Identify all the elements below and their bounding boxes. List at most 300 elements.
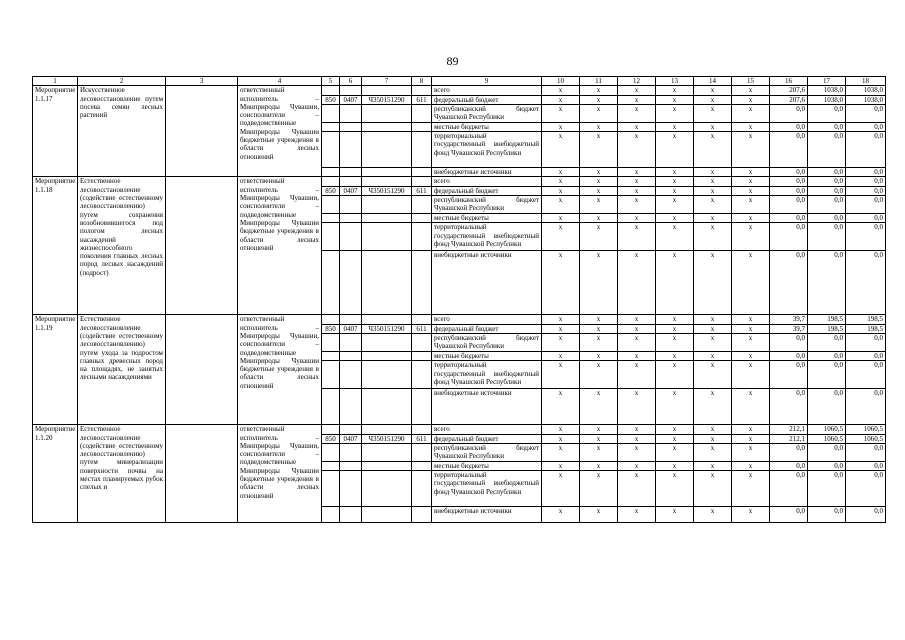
code-vr: 611 — [412, 324, 432, 333]
x-mark: x — [542, 95, 580, 104]
activity-name: Естественное лесовосстановление (содействие естественному лесовосстановлению) путем ухода за подростом главных древесных пород на площадях, не занятых лесными насаждениями — [78, 315, 166, 425]
code-vr — [412, 425, 432, 434]
table-row — [33, 315, 886, 324]
code-vr — [412, 196, 432, 214]
amount-cell: 0,0 — [770, 223, 808, 251]
code-csr: Ч350151290 — [362, 186, 412, 195]
amount-cell: 0,0 — [808, 361, 846, 389]
x-mark: x — [542, 507, 580, 523]
column-number: 17 — [808, 77, 846, 86]
code-grbs: 850 — [322, 434, 340, 443]
x-mark: x — [694, 361, 732, 389]
x-mark: x — [656, 471, 694, 507]
code-csr — [362, 351, 412, 360]
code-vr — [412, 333, 432, 351]
x-mark: x — [542, 177, 580, 186]
amount-cell: 0,0 — [770, 168, 808, 177]
column-number: 14 — [694, 77, 732, 86]
x-mark: x — [618, 86, 656, 95]
code-grbs — [322, 333, 340, 351]
code-csr — [362, 425, 412, 434]
code-vr: 611 — [412, 434, 432, 443]
funding-source: республиканский бюджет Чувашской Республики — [432, 333, 542, 351]
executor-cell: ответственный исполнитель – Минприроды Чувашии, соисполнители – подведомственные Минприроды Чувашии бюджетные учреждения в области лесных отношений — [238, 425, 322, 523]
code-grbs — [322, 361, 340, 389]
x-mark: x — [694, 315, 732, 324]
x-mark: x — [618, 351, 656, 360]
amount-cell: 0,0 — [808, 223, 846, 251]
code-grbs — [322, 122, 340, 131]
amount-cell: 0,0 — [846, 361, 886, 389]
budget-table — [32, 76, 886, 523]
amount-cell: 198,5 — [846, 324, 886, 333]
code-rz — [340, 507, 362, 523]
x-mark: x — [732, 434, 770, 443]
code-csr — [362, 315, 412, 324]
code-grbs — [322, 425, 340, 434]
x-mark: x — [732, 196, 770, 214]
x-mark: x — [732, 86, 770, 95]
x-mark: x — [580, 324, 618, 333]
x-mark: x — [694, 389, 732, 425]
x-mark: x — [618, 434, 656, 443]
code-vr — [412, 461, 432, 470]
code-vr — [412, 389, 432, 425]
code-rz: 0407 — [340, 186, 362, 195]
amount-cell: 0,0 — [808, 177, 846, 186]
x-mark: x — [580, 434, 618, 443]
code-grbs — [322, 196, 340, 214]
code-vr — [412, 351, 432, 360]
x-mark: x — [656, 361, 694, 389]
amount-cell: 1060,5 — [808, 434, 846, 443]
code-grbs — [322, 389, 340, 425]
x-mark: x — [656, 214, 694, 223]
code-vr — [412, 86, 432, 95]
x-mark: x — [656, 324, 694, 333]
empty-cell — [166, 177, 238, 315]
amount-cell: 212,1 — [770, 425, 808, 434]
x-mark: x — [580, 461, 618, 470]
x-mark: x — [542, 104, 580, 122]
funding-source: территориальный государственный внебюджетный фонд Чувашской Республики — [432, 223, 542, 251]
x-mark: x — [580, 425, 618, 434]
amount-cell: 0,0 — [808, 389, 846, 425]
empty-cell — [166, 86, 238, 177]
amount-cell: 0,0 — [808, 196, 846, 214]
amount-cell: 0,0 — [770, 333, 808, 351]
amount-cell: 0,0 — [808, 122, 846, 131]
funding-source: республиканский бюджет Чувашской Республики — [432, 104, 542, 122]
code-csr — [362, 223, 412, 251]
x-mark: x — [732, 361, 770, 389]
code-csr: Ч350151290 — [362, 434, 412, 443]
code-csr — [362, 389, 412, 425]
amount-cell: 0,0 — [770, 177, 808, 186]
x-mark: x — [732, 333, 770, 351]
x-mark: x — [542, 351, 580, 360]
x-mark: x — [580, 104, 618, 122]
amount-cell: 0,0 — [846, 177, 886, 186]
code-vr — [412, 168, 432, 177]
amount-cell: 1038,0 — [846, 86, 886, 95]
x-mark: x — [580, 389, 618, 425]
x-mark: x — [656, 177, 694, 186]
amount-cell: 212,1 — [770, 434, 808, 443]
x-mark: x — [694, 122, 732, 131]
x-mark: x — [656, 104, 694, 122]
code-csr — [362, 251, 412, 315]
activity-name: Естественное лесовосстановление (содействие естественному лесовосстановлению) путем сохранения возобновившегося под пологом лесных насаждений жизнеспособного поколения главных лесных пород лесных насаждений (подрост) — [78, 177, 166, 315]
code-csr — [362, 461, 412, 470]
x-mark: x — [580, 186, 618, 195]
x-mark: x — [694, 177, 732, 186]
code-grbs — [322, 214, 340, 223]
x-mark: x — [732, 104, 770, 122]
x-mark: x — [580, 333, 618, 351]
amount-cell: 0,0 — [846, 333, 886, 351]
x-mark: x — [580, 214, 618, 223]
table-row — [33, 177, 886, 186]
amount-cell: 1060,5 — [846, 425, 886, 434]
code-csr — [362, 333, 412, 351]
x-mark: x — [656, 443, 694, 461]
x-mark: x — [618, 186, 656, 195]
funding-source: территориальный государственный внебюджетный фонд Чувашской Республики — [432, 361, 542, 389]
code-vr — [412, 132, 432, 168]
amount-cell: 0,0 — [770, 214, 808, 223]
x-mark: x — [580, 471, 618, 507]
amount-cell: 0,0 — [808, 251, 846, 315]
amount-cell: 1038,0 — [808, 86, 846, 95]
x-mark: x — [580, 95, 618, 104]
amount-cell: 0,0 — [808, 351, 846, 360]
x-mark: x — [618, 361, 656, 389]
x-mark: x — [694, 471, 732, 507]
code-grbs — [322, 351, 340, 360]
x-mark: x — [694, 196, 732, 214]
x-mark: x — [732, 443, 770, 461]
amount-cell: 198,5 — [846, 315, 886, 324]
x-mark: x — [732, 461, 770, 470]
code-csr — [362, 361, 412, 389]
code-vr — [412, 507, 432, 523]
funding-source: федеральный бюджет — [432, 324, 542, 333]
x-mark: x — [694, 132, 732, 168]
amount-cell: 0,0 — [808, 214, 846, 223]
x-mark: x — [580, 168, 618, 177]
amount-cell: 0,0 — [808, 132, 846, 168]
column-number: 15 — [732, 77, 770, 86]
x-mark: x — [618, 95, 656, 104]
amount-cell: 0,0 — [846, 168, 886, 177]
amount-cell: 0,0 — [846, 389, 886, 425]
x-mark: x — [618, 168, 656, 177]
x-mark: x — [694, 251, 732, 315]
x-mark: x — [542, 186, 580, 195]
code-csr — [362, 104, 412, 122]
code-vr — [412, 122, 432, 131]
activity-code: Мероприятие 1.1.20 — [33, 425, 78, 523]
code-grbs — [322, 251, 340, 315]
code-csr — [362, 507, 412, 523]
code-rz — [340, 122, 362, 131]
x-mark: x — [732, 168, 770, 177]
x-mark: x — [580, 196, 618, 214]
x-mark: x — [618, 132, 656, 168]
x-mark: x — [580, 443, 618, 461]
x-mark: x — [542, 132, 580, 168]
funding-source: местные бюджеты — [432, 461, 542, 470]
x-mark: x — [656, 186, 694, 195]
x-mark: x — [694, 333, 732, 351]
activity-code: Мероприятие 1.1.18 — [33, 177, 78, 315]
page-number: 89 — [446, 54, 459, 68]
code-csr — [362, 122, 412, 131]
x-mark: x — [618, 425, 656, 434]
x-mark: x — [580, 132, 618, 168]
funding-source: федеральный бюджет — [432, 186, 542, 195]
x-mark: x — [656, 351, 694, 360]
funding-source: республиканский бюджет Чувашской Республики — [432, 196, 542, 214]
x-mark: x — [656, 425, 694, 434]
column-number: 10 — [542, 77, 580, 86]
amount-cell: 198,5 — [808, 315, 846, 324]
x-mark: x — [694, 461, 732, 470]
code-rz — [340, 351, 362, 360]
x-mark: x — [618, 324, 656, 333]
x-mark: x — [618, 315, 656, 324]
amount-cell: 0,0 — [846, 132, 886, 168]
code-vr: 611 — [412, 95, 432, 104]
amount-cell: 0,0 — [808, 186, 846, 195]
funding-source: федеральный бюджет — [432, 95, 542, 104]
activity-name: Искусственное лесовосстановление путем посева семян лесных растений — [78, 86, 166, 177]
code-grbs — [322, 461, 340, 470]
amount-cell: 0,0 — [770, 251, 808, 315]
x-mark: x — [732, 425, 770, 434]
x-mark: x — [694, 95, 732, 104]
code-grbs — [322, 104, 340, 122]
amount-cell: 0,0 — [770, 196, 808, 214]
code-grbs: 850 — [322, 324, 340, 333]
x-mark: x — [732, 177, 770, 186]
x-mark: x — [542, 168, 580, 177]
x-mark: x — [694, 425, 732, 434]
x-mark: x — [694, 324, 732, 333]
activity-name: Естественное лесовосстановление (содействие естественному лесовосстановлению) путем минерализации поверхности почвы на местах планируемых рубок спелых и — [78, 425, 166, 523]
x-mark: x — [694, 351, 732, 360]
amount-cell: 0,0 — [770, 122, 808, 131]
funding-source: всего — [432, 86, 542, 95]
x-mark: x — [732, 223, 770, 251]
x-mark: x — [542, 196, 580, 214]
code-vr — [412, 104, 432, 122]
amount-cell: 0,0 — [846, 196, 886, 214]
x-mark: x — [542, 122, 580, 131]
x-mark: x — [694, 168, 732, 177]
amount-cell: 0,0 — [846, 186, 886, 195]
empty-cell — [166, 425, 238, 523]
x-mark: x — [542, 333, 580, 351]
amount-cell: 0,0 — [846, 351, 886, 360]
code-grbs: 850 — [322, 95, 340, 104]
amount-cell: 0,0 — [808, 507, 846, 523]
code-csr: Ч350151290 — [362, 95, 412, 104]
x-mark: x — [732, 186, 770, 195]
x-mark: x — [694, 104, 732, 122]
amount-cell: 1060,5 — [808, 425, 846, 434]
x-mark: x — [694, 214, 732, 223]
empty-cell — [166, 315, 238, 425]
funding-source: всего — [432, 315, 542, 324]
code-vr — [412, 251, 432, 315]
x-mark: x — [542, 425, 580, 434]
x-mark: x — [694, 434, 732, 443]
x-mark: x — [542, 461, 580, 470]
amount-cell: 0,0 — [770, 389, 808, 425]
x-mark: x — [542, 214, 580, 223]
column-number: 1 — [33, 77, 78, 86]
x-mark: x — [542, 315, 580, 324]
funding-source: внебюджетные источники — [432, 168, 542, 177]
x-mark: x — [732, 507, 770, 523]
code-rz — [340, 461, 362, 470]
code-rz: 0407 — [340, 434, 362, 443]
executor-cell: ответственный исполнитель – Минприроды Чувашии, соисполнители – подведомственные Минприроды Чувашии бюджетные учреждения в области лесных отношений — [238, 177, 322, 315]
amount-cell: 0,0 — [846, 471, 886, 507]
code-rz — [340, 333, 362, 351]
column-number: 7 — [362, 77, 412, 86]
code-rz — [340, 196, 362, 214]
column-number: 4 — [238, 77, 322, 86]
x-mark: x — [656, 95, 694, 104]
amount-cell: 0,0 — [770, 361, 808, 389]
x-mark: x — [618, 471, 656, 507]
code-csr — [362, 86, 412, 95]
code-vr: 611 — [412, 186, 432, 195]
funding-source: всего — [432, 177, 542, 186]
code-rz — [340, 425, 362, 434]
code-rz — [340, 471, 362, 507]
x-mark: x — [542, 434, 580, 443]
x-mark: x — [542, 389, 580, 425]
x-mark: x — [618, 443, 656, 461]
executor-cell: ответственный исполнитель – Минприроды Чувашии, соисполнители – подведомственные Минприроды Чувашии бюджетные учреждения в области лесных отношений — [238, 86, 322, 177]
code-grbs — [322, 132, 340, 168]
amount-cell: 0,0 — [808, 471, 846, 507]
x-mark: x — [656, 333, 694, 351]
x-mark: x — [580, 315, 618, 324]
amount-cell: 0,0 — [808, 168, 846, 177]
code-csr — [362, 471, 412, 507]
x-mark: x — [694, 186, 732, 195]
activity-code: Мероприятие 1.1.19 — [33, 315, 78, 425]
amount-cell: 0,0 — [846, 443, 886, 461]
x-mark: x — [580, 177, 618, 186]
code-csr — [362, 177, 412, 186]
x-mark: x — [656, 122, 694, 131]
activity-code: Мероприятие 1.1.17 — [33, 86, 78, 177]
funding-source: всего — [432, 425, 542, 434]
amount-cell: 0,0 — [846, 104, 886, 122]
funding-source: внебюджетные источники — [432, 389, 542, 425]
amount-cell: 0,0 — [770, 104, 808, 122]
code-rz — [340, 251, 362, 315]
x-mark: x — [732, 132, 770, 168]
amount-cell: 0,0 — [846, 507, 886, 523]
x-mark: x — [618, 214, 656, 223]
x-mark: x — [542, 471, 580, 507]
amount-cell: 1038,0 — [846, 95, 886, 104]
x-mark: x — [656, 461, 694, 470]
code-grbs — [322, 177, 340, 186]
code-vr — [412, 214, 432, 223]
column-number: 9 — [432, 77, 542, 86]
x-mark: x — [580, 86, 618, 95]
amount-cell: 0,0 — [808, 104, 846, 122]
x-mark: x — [656, 251, 694, 315]
x-mark: x — [694, 86, 732, 95]
x-mark: x — [618, 177, 656, 186]
header-row — [33, 77, 886, 86]
code-vr — [412, 315, 432, 324]
amount-cell: 198,5 — [808, 324, 846, 333]
x-mark: x — [618, 251, 656, 315]
x-mark: x — [656, 196, 694, 214]
code-rz — [340, 361, 362, 389]
x-mark: x — [732, 324, 770, 333]
code-grbs — [322, 471, 340, 507]
code-grbs — [322, 315, 340, 324]
code-vr — [412, 223, 432, 251]
executor-cell: ответственный исполнитель – Минприроды Чувашии, соисполнители – подведомственные Минприроды Чувашии бюджетные учреждения в области лесных отношений — [238, 315, 322, 425]
x-mark: x — [656, 86, 694, 95]
x-mark: x — [732, 389, 770, 425]
x-mark: x — [656, 315, 694, 324]
x-mark: x — [580, 507, 618, 523]
x-mark: x — [618, 507, 656, 523]
funding-source: территориальный государственный внебюджетный фонд Чувашской Республики — [432, 132, 542, 168]
x-mark: x — [580, 223, 618, 251]
column-number: 13 — [656, 77, 694, 86]
code-csr — [362, 132, 412, 168]
amount-cell: 0,0 — [808, 443, 846, 461]
table-row — [33, 86, 886, 95]
amount-cell: 1038,0 — [808, 95, 846, 104]
amount-cell: 0,0 — [846, 223, 886, 251]
code-rz — [340, 389, 362, 425]
amount-cell: 0,0 — [770, 443, 808, 461]
x-mark: x — [542, 361, 580, 389]
column-number: 6 — [340, 77, 362, 86]
x-mark: x — [732, 351, 770, 360]
x-mark: x — [542, 251, 580, 315]
amount-cell: 0,0 — [770, 132, 808, 168]
code-grbs: 850 — [322, 186, 340, 195]
amount-cell: 0,0 — [770, 507, 808, 523]
code-vr — [412, 361, 432, 389]
x-mark: x — [656, 168, 694, 177]
funding-source: внебюджетные источники — [432, 251, 542, 315]
x-mark: x — [580, 251, 618, 315]
column-number: 2 — [78, 77, 166, 86]
x-mark: x — [580, 361, 618, 389]
x-mark: x — [656, 434, 694, 443]
code-rz — [340, 177, 362, 186]
x-mark: x — [694, 443, 732, 461]
x-mark: x — [580, 351, 618, 360]
